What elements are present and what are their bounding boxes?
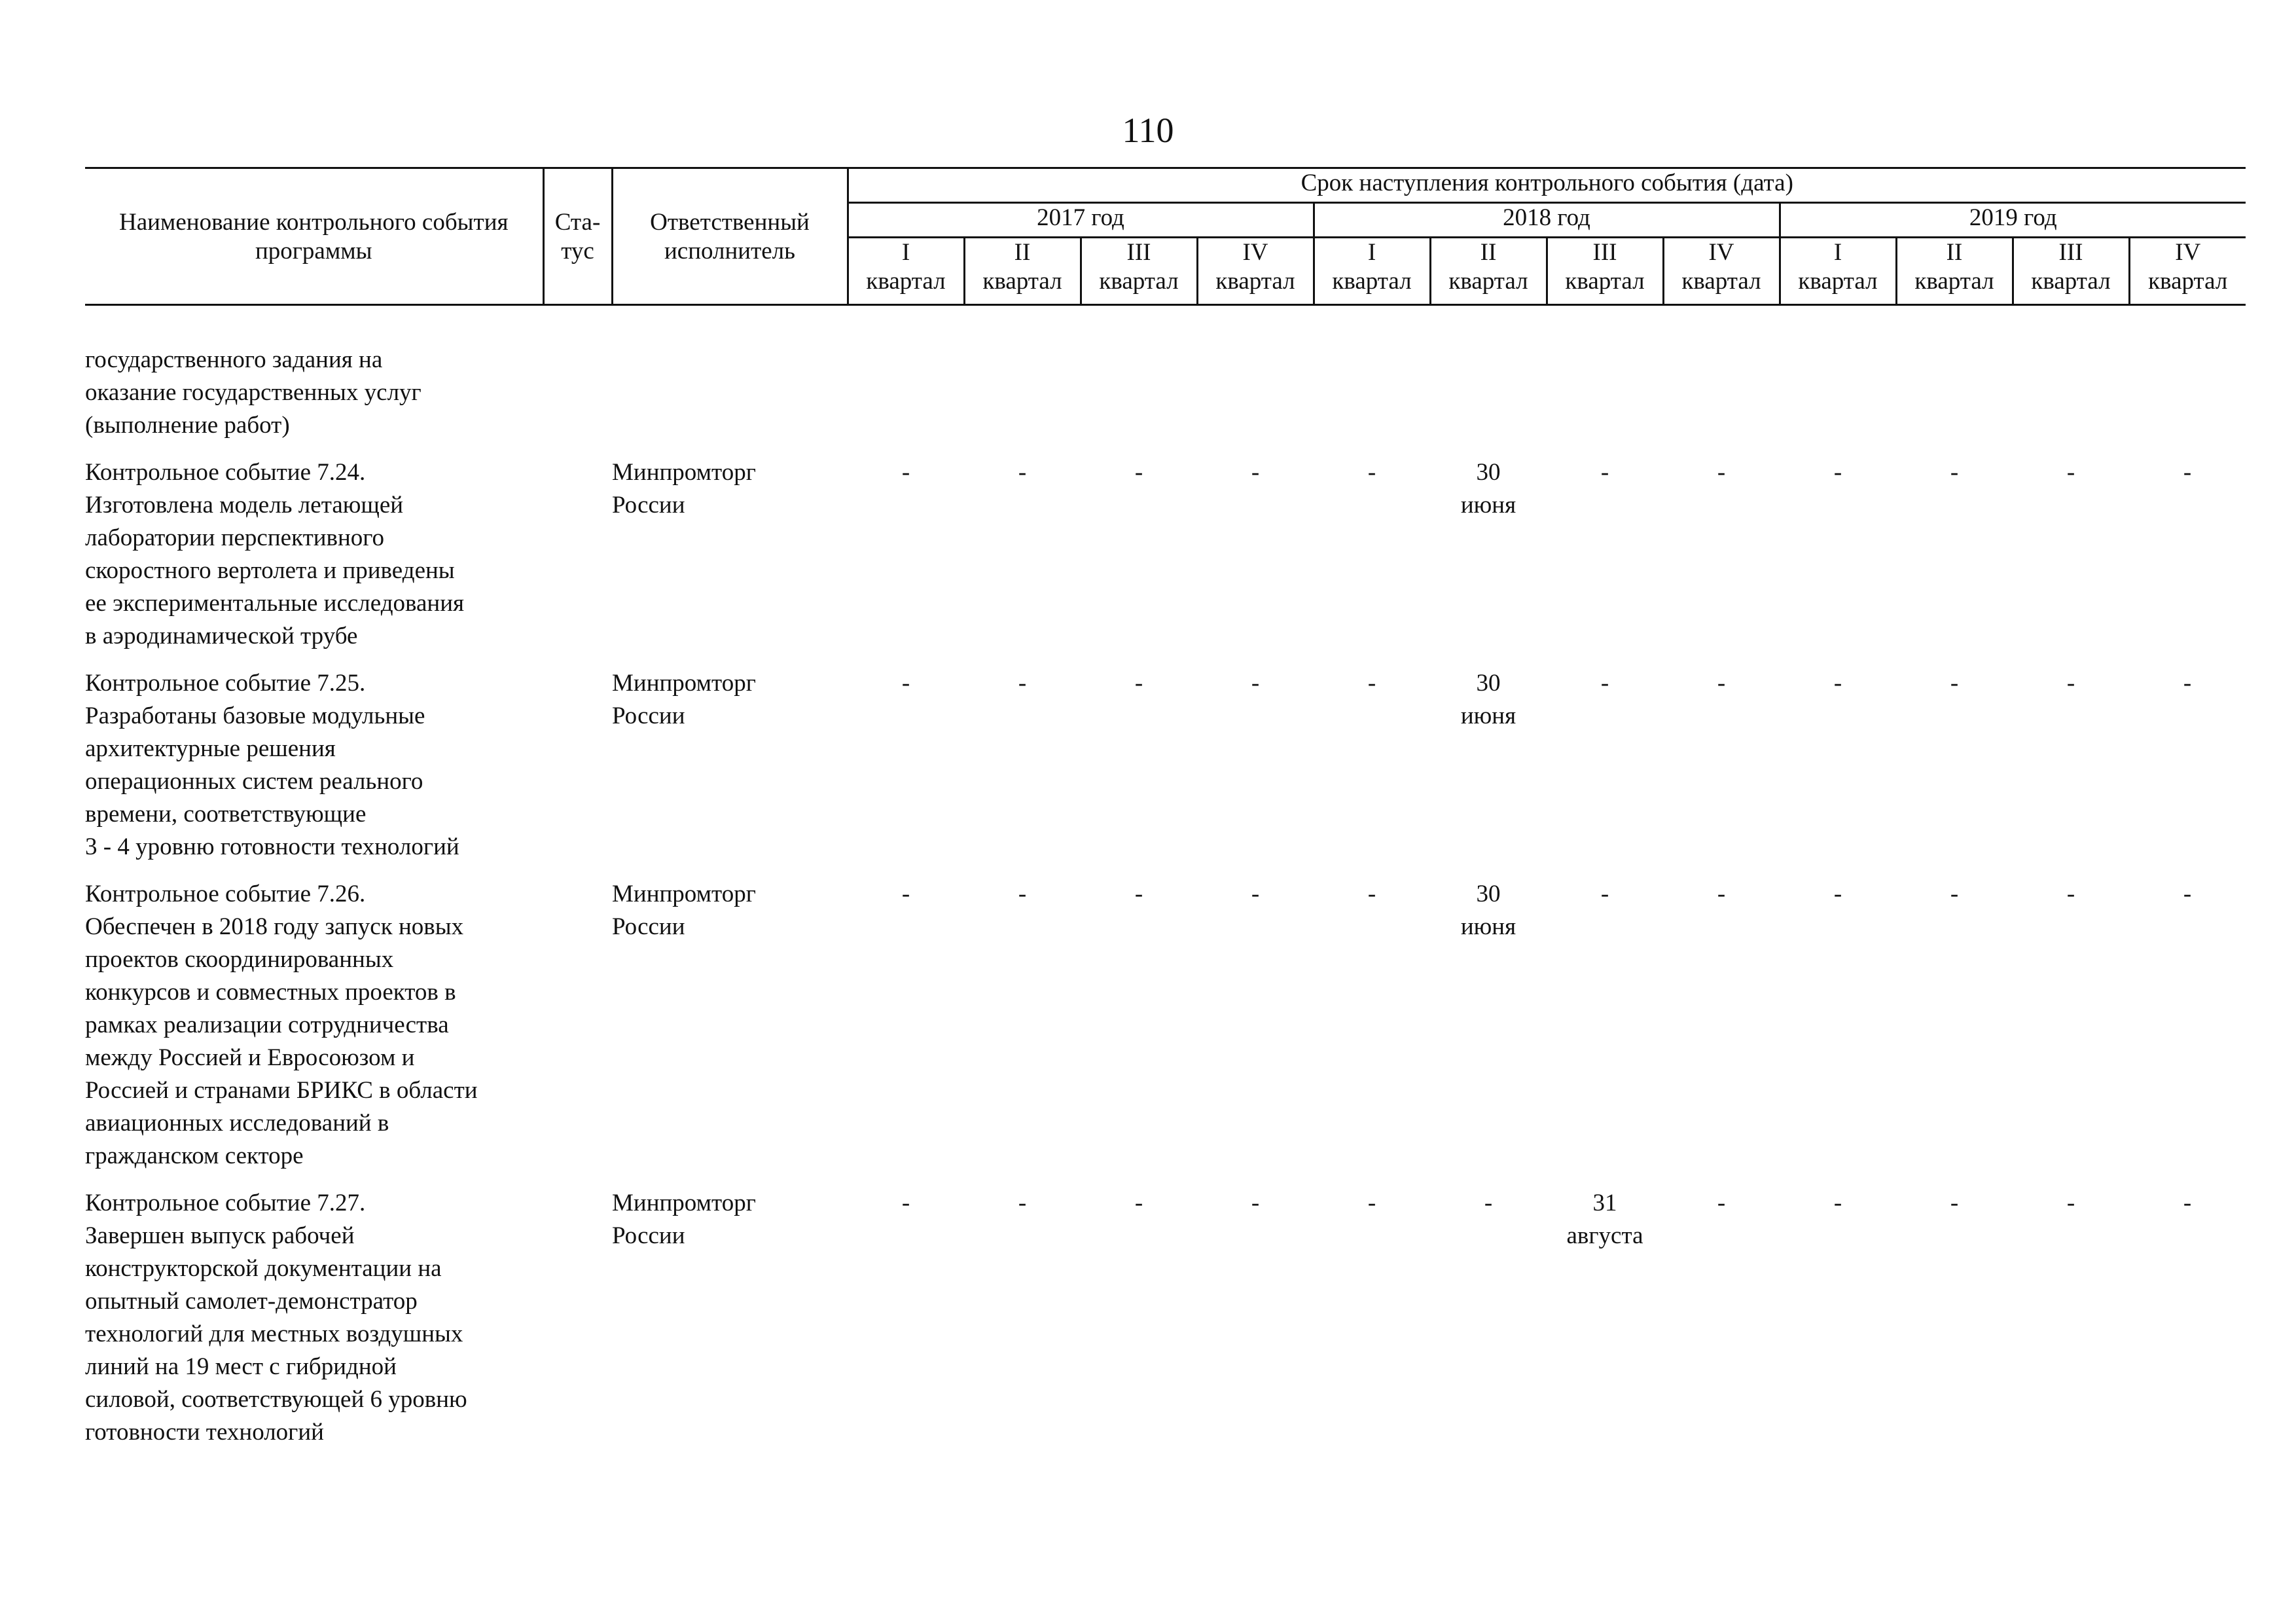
header-quarter-word: квартал bbox=[982, 268, 1062, 295]
header-quarter-numeral: II bbox=[1014, 239, 1031, 266]
quarter-cell bbox=[2129, 864, 2246, 1173]
event-name-line: лаборатории перспективного bbox=[85, 524, 385, 551]
quarter-value: - bbox=[1950, 670, 1959, 697]
responsible-cell bbox=[612, 305, 848, 443]
status-cell bbox=[543, 653, 612, 864]
header-quarter-word: квартал bbox=[2148, 268, 2228, 295]
responsible-line: России bbox=[612, 913, 685, 940]
event-name-line: Контрольное событие 7.25. bbox=[85, 670, 366, 697]
quarter-value: - bbox=[901, 881, 910, 907]
quarter-value: - bbox=[2183, 459, 2192, 486]
responsible-cell bbox=[612, 442, 848, 653]
quarter-cell bbox=[1081, 653, 1197, 864]
quarter-value: июня bbox=[1460, 492, 1516, 519]
quarter-cell bbox=[1081, 305, 1197, 443]
quarter-value: - bbox=[1134, 459, 1143, 486]
event-name-line: между Россией и Евросоюзом и bbox=[85, 1044, 415, 1071]
responsible-line: России bbox=[612, 1222, 685, 1249]
quarter-value: - bbox=[1018, 881, 1027, 907]
header-deadline-span: Срок наступления контрольного события (дата) bbox=[848, 168, 2246, 203]
header-quarter bbox=[2013, 238, 2129, 305]
quarter-cell bbox=[1663, 442, 1780, 653]
header-quarter-word: квартал bbox=[866, 268, 946, 295]
header-quarter bbox=[2129, 238, 2246, 305]
header-quarter-numeral: III bbox=[1126, 239, 1151, 266]
quarter-value: - bbox=[1484, 1190, 1493, 1216]
quarter-value: - bbox=[2066, 670, 2075, 697]
quarter-value: августа bbox=[1566, 1222, 1643, 1249]
quarter-cell bbox=[1663, 1173, 1780, 1449]
event-name-line: 3 - 4 уровню готовности технологий bbox=[85, 833, 459, 860]
responsible-cell bbox=[612, 1173, 848, 1449]
quarter-cell bbox=[1780, 653, 1896, 864]
quarter-value: - bbox=[1134, 1190, 1143, 1216]
header-quarter-numeral: III bbox=[2058, 239, 2083, 266]
quarter-value: - bbox=[1717, 1190, 1726, 1216]
quarter-value: - bbox=[1950, 1190, 1959, 1216]
quarter-value: - bbox=[1018, 1190, 1027, 1216]
event-name-line: опытный самолет-демонстратор bbox=[85, 1288, 418, 1315]
header-responsible-line: исполнитель bbox=[664, 238, 796, 265]
quarter-value: - bbox=[1600, 881, 1609, 907]
quarter-cell bbox=[1314, 653, 1430, 864]
header-event-name-line: Наименование контрольного события bbox=[118, 209, 509, 236]
header-responsible-line: Ответственный bbox=[650, 209, 810, 236]
quarter-value: - bbox=[1950, 459, 1959, 486]
header-quarter-word: квартал bbox=[1099, 268, 1179, 295]
event-name-line: операционных систем реального bbox=[85, 768, 423, 795]
event-name-line: Контрольное событие 7.27. bbox=[85, 1190, 366, 1216]
quarter-cell bbox=[1896, 864, 2013, 1173]
quarter-cell bbox=[1780, 864, 1896, 1173]
header-quarter bbox=[1430, 238, 1547, 305]
event-name-line: Обеспечен в 2018 году запуск новых bbox=[85, 913, 464, 940]
event-name-line: конкурсов и совместных проектов в bbox=[85, 979, 456, 1006]
event-name-line: силовой, соответствующей 6 уровню bbox=[85, 1386, 467, 1413]
page-number: 110 bbox=[1122, 111, 1174, 150]
quarter-value: июня bbox=[1460, 702, 1516, 729]
table-row bbox=[85, 1173, 2246, 1449]
quarter-value: - bbox=[1367, 459, 1376, 486]
quarter-value: - bbox=[901, 1190, 910, 1216]
quarter-cell bbox=[1430, 1173, 1547, 1449]
quarter-value: - bbox=[1833, 670, 1842, 697]
quarter-value: - bbox=[901, 670, 910, 697]
header-quarter-word: квартал bbox=[1798, 268, 1878, 295]
event-name-line: линий на 19 мест с гибридной bbox=[85, 1353, 397, 1380]
quarter-cell bbox=[848, 864, 964, 1173]
event-name-line: времени, соответствующие bbox=[85, 801, 367, 828]
header-quarter-numeral: II bbox=[1480, 239, 1497, 266]
header-quarter bbox=[1780, 238, 1896, 305]
quarter-cell bbox=[1314, 442, 1430, 653]
quarter-cell bbox=[964, 653, 1081, 864]
header-quarter-numeral: I bbox=[901, 239, 910, 266]
quarter-value: 30 bbox=[1476, 670, 1501, 697]
quarter-cell bbox=[1197, 1173, 1314, 1449]
header-event-name-line: программы bbox=[255, 238, 372, 265]
quarter-cell bbox=[1896, 1173, 2013, 1449]
event-name-line: проектов скоординированных bbox=[85, 946, 394, 973]
header-quarter bbox=[1081, 238, 1197, 305]
quarter-cell bbox=[2013, 442, 2129, 653]
event-name-cell bbox=[85, 442, 543, 653]
quarter-cell bbox=[1547, 653, 1663, 864]
header-event-name bbox=[85, 168, 543, 305]
header-quarter-numeral: IV bbox=[1242, 239, 1268, 266]
event-name-cell bbox=[85, 864, 543, 1173]
status-cell bbox=[543, 864, 612, 1173]
header-quarter bbox=[1896, 238, 2013, 305]
quarter-value: - bbox=[1367, 881, 1376, 907]
quarter-cell bbox=[2129, 1173, 2246, 1449]
quarter-cell bbox=[2013, 1173, 2129, 1449]
quarter-value: - bbox=[901, 459, 910, 486]
event-name-cell bbox=[85, 1173, 543, 1449]
header-quarter bbox=[848, 238, 964, 305]
event-name-line: (выполнение работ) bbox=[85, 412, 290, 439]
header-status-line: тус bbox=[561, 238, 594, 265]
quarter-cell bbox=[848, 305, 964, 443]
quarter-cell bbox=[964, 864, 1081, 1173]
quarter-value: - bbox=[1717, 881, 1726, 907]
responsible-cell bbox=[612, 864, 848, 1173]
event-name-line: авиационных исследований в bbox=[85, 1110, 389, 1137]
quarter-value: - bbox=[1251, 1190, 1260, 1216]
event-name-line: конструкторской документации на bbox=[85, 1255, 442, 1282]
quarter-cell bbox=[1197, 864, 1314, 1173]
quarter-cell bbox=[1314, 864, 1430, 1173]
event-name-line: гражданском секторе bbox=[85, 1142, 304, 1169]
event-name-cell bbox=[85, 653, 543, 864]
header-quarter bbox=[1197, 238, 1314, 305]
header-status bbox=[543, 168, 612, 305]
header-quarter-word: квартал bbox=[1332, 268, 1412, 295]
quarter-cell bbox=[1547, 442, 1663, 653]
quarter-value: - bbox=[2183, 881, 2192, 907]
quarter-cell bbox=[1081, 442, 1197, 653]
header-quarter-word: квартал bbox=[1448, 268, 1528, 295]
table-row bbox=[85, 653, 2246, 864]
quarter-cell bbox=[1430, 653, 1547, 864]
quarter-value: - bbox=[1833, 459, 1842, 486]
responsible-line: России bbox=[612, 702, 685, 729]
quarter-cell bbox=[1780, 305, 1896, 443]
header-year: 2018 год bbox=[1314, 203, 1780, 238]
event-name-line: готовности технологий bbox=[85, 1419, 324, 1446]
quarter-cell bbox=[1430, 305, 1547, 443]
quarter-value: - bbox=[2183, 1190, 2192, 1216]
quarter-cell bbox=[1197, 305, 1314, 443]
quarter-cell bbox=[1314, 305, 1430, 443]
event-name-line: технологий для местных воздушных bbox=[85, 1321, 463, 1347]
quarter-cell bbox=[964, 442, 1081, 653]
header-row-top bbox=[85, 168, 2246, 203]
quarter-cell bbox=[1896, 653, 2013, 864]
quarter-value: - bbox=[1717, 459, 1726, 486]
responsible-line: Минпромторг bbox=[612, 881, 756, 907]
quarter-cell bbox=[1081, 864, 1197, 1173]
quarter-cell bbox=[1780, 442, 1896, 653]
quarter-cell bbox=[2129, 442, 2246, 653]
event-name-line: Контрольное событие 7.24. bbox=[85, 459, 366, 486]
quarter-value: - bbox=[1251, 881, 1260, 907]
quarter-value: - bbox=[1367, 1190, 1376, 1216]
event-name-line: ее экспериментальные исследования bbox=[85, 590, 465, 617]
header-quarter-numeral: II bbox=[1946, 239, 1963, 266]
quarter-value: - bbox=[1600, 670, 1609, 697]
quarter-value: - bbox=[2066, 1190, 2075, 1216]
quarter-value: 30 bbox=[1476, 459, 1501, 486]
quarter-cell bbox=[1780, 1173, 1896, 1449]
header-quarter bbox=[1547, 238, 1663, 305]
event-name-line: архитектурные решения bbox=[85, 735, 336, 762]
responsible-line: Минпромторг bbox=[612, 670, 756, 697]
table-row bbox=[85, 305, 2246, 443]
header-quarter-word: квартал bbox=[1565, 268, 1645, 295]
table-row bbox=[85, 442, 2246, 653]
quarter-value: - bbox=[2066, 881, 2075, 907]
event-name-line: в аэродинамической трубе bbox=[85, 623, 358, 649]
header-quarter-numeral: IV bbox=[2175, 239, 2201, 266]
responsible-line: Минпромторг bbox=[612, 459, 756, 486]
quarter-value: - bbox=[1717, 670, 1726, 697]
responsible-line: России bbox=[612, 492, 685, 519]
status-cell bbox=[543, 305, 612, 443]
status-cell bbox=[543, 442, 612, 653]
status-cell bbox=[543, 1173, 612, 1449]
responsible-cell bbox=[612, 653, 848, 864]
header-responsible bbox=[612, 168, 848, 305]
header-quarter-numeral: IV bbox=[1708, 239, 1734, 266]
header-quarter bbox=[1314, 238, 1430, 305]
quarter-cell bbox=[1663, 653, 1780, 864]
quarter-cell bbox=[2013, 864, 2129, 1173]
quarter-value: - bbox=[1833, 1190, 1842, 1216]
header-status-line: Ста- bbox=[554, 209, 601, 236]
quarter-value: - bbox=[1600, 459, 1609, 486]
quarter-cell bbox=[1081, 1173, 1197, 1449]
header-quarter-numeral: I bbox=[1367, 239, 1376, 266]
event-name-line: рамках реализации сотрудничества bbox=[85, 1012, 449, 1038]
quarter-cell bbox=[1547, 864, 1663, 1173]
event-name-line: Завершен выпуск рабочей bbox=[85, 1222, 355, 1249]
quarter-cell bbox=[1197, 442, 1314, 653]
quarter-cell bbox=[1430, 442, 1547, 653]
header-quarter-numeral: III bbox=[1592, 239, 1617, 266]
quarter-value: июня bbox=[1460, 913, 1516, 940]
table-row bbox=[85, 864, 2246, 1173]
header-quarter-word: квартал bbox=[1681, 268, 1761, 295]
quarter-value: - bbox=[2183, 670, 2192, 697]
header-quarter-word: квартал bbox=[2031, 268, 2111, 295]
quarter-cell bbox=[1896, 442, 2013, 653]
quarter-cell bbox=[1547, 1173, 1663, 1449]
quarter-cell bbox=[848, 442, 964, 653]
quarter-value: - bbox=[1251, 459, 1260, 486]
header-year: 2019 год bbox=[1780, 203, 2246, 238]
quarter-value: - bbox=[2066, 459, 2075, 486]
quarter-value: - bbox=[1833, 881, 1842, 907]
quarter-value: - bbox=[1367, 670, 1376, 697]
quarter-value: - bbox=[1018, 670, 1027, 697]
event-name-line: Россией и странами БРИКС в области bbox=[85, 1077, 478, 1104]
event-name-cell bbox=[85, 305, 543, 443]
quarter-value: - bbox=[1134, 881, 1143, 907]
quarter-value: - bbox=[1018, 459, 1027, 486]
quarter-value: 31 bbox=[1592, 1190, 1617, 1216]
quarter-cell bbox=[1547, 305, 1663, 443]
quarter-cell bbox=[848, 1173, 964, 1449]
quarter-cell bbox=[2013, 653, 2129, 864]
event-name-line: Разработаны базовые модульные bbox=[85, 702, 425, 729]
quarter-value: 30 bbox=[1476, 881, 1501, 907]
quarter-cell bbox=[1663, 305, 1780, 443]
quarter-cell bbox=[1314, 1173, 1430, 1449]
header-quarter-numeral: I bbox=[1833, 239, 1842, 266]
quarter-value: - bbox=[1134, 670, 1143, 697]
quarter-cell bbox=[848, 653, 964, 864]
header-year: 2017 год bbox=[848, 203, 1314, 238]
quarter-cell bbox=[1663, 864, 1780, 1173]
control-events-table bbox=[85, 167, 2246, 1449]
quarter-cell bbox=[1430, 864, 1547, 1173]
quarter-cell bbox=[2129, 653, 2246, 864]
event-name-line: государственного задания на bbox=[85, 346, 383, 373]
quarter-cell bbox=[1896, 305, 2013, 443]
header-quarter-word: квартал bbox=[1215, 268, 1295, 295]
quarter-cell bbox=[1197, 653, 1314, 864]
quarter-cell bbox=[964, 1173, 1081, 1449]
header-quarter bbox=[964, 238, 1081, 305]
quarter-cell bbox=[2013, 305, 2129, 443]
event-name-line: оказание государственных услуг bbox=[85, 379, 422, 406]
quarter-cell bbox=[2129, 305, 2246, 443]
quarter-cell bbox=[964, 305, 1081, 443]
quarter-value: - bbox=[1950, 881, 1959, 907]
event-name-line: Изготовлена модель летающей bbox=[85, 492, 404, 519]
responsible-line: Минпромторг bbox=[612, 1190, 756, 1216]
event-name-line: скоростного вертолета и приведены bbox=[85, 557, 455, 584]
quarter-value: - bbox=[1251, 670, 1260, 697]
header-quarter-word: квартал bbox=[1914, 268, 1994, 295]
header-quarter bbox=[1663, 238, 1780, 305]
event-name-line: Контрольное событие 7.26. bbox=[85, 881, 366, 907]
